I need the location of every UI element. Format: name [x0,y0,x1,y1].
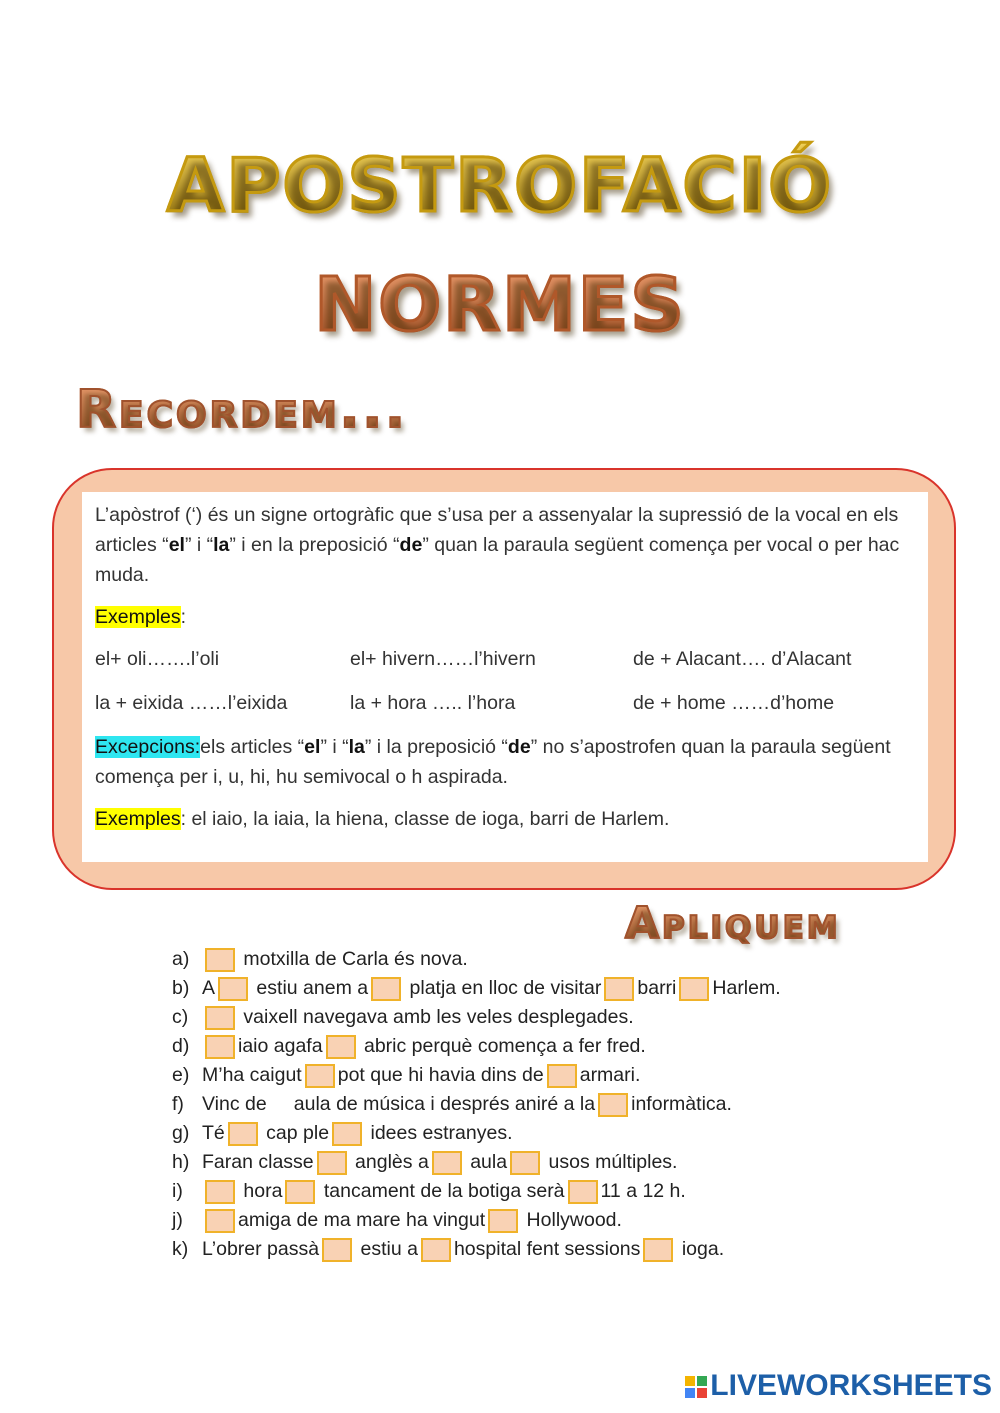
exercise-j [172,1206,892,1235]
excepcions-label: Excepcions: [95,736,201,758]
exercise-text: hora [238,1180,283,1202]
exercise-label: d) [172,1035,190,1057]
exercise-k [172,1235,892,1264]
exercise-text: idees estranyes. [365,1122,513,1144]
example-item: el+ hivern……l’hivern [350,648,536,670]
exercise-d [172,1032,892,1061]
exemples-label: Exemples [95,606,181,628]
exercise-text: anglès a [349,1151,429,1173]
exercise-text: aula [464,1151,508,1173]
exc-text: els articles “ [200,736,305,758]
exercise-text: vaixell navegava amb les veles desplegades. [238,1006,634,1028]
intro-text: ” i “ [184,534,214,556]
excepcions-paragraph [95,732,915,792]
examples-row [95,644,915,674]
answer-blank[interactable] [322,1238,352,1262]
exercise-text: L’obrer passà [202,1238,320,1260]
answer-blank[interactable] [679,977,709,1001]
rules-content [82,492,928,862]
answer-blank[interactable] [568,1180,598,1204]
answer-blank[interactable] [598,1093,628,1117]
exercise-c [172,1003,892,1032]
exercise-text: Té [202,1122,225,1144]
exercise-label: k) [172,1238,189,1260]
answer-blank[interactable] [421,1238,451,1262]
exercise-text: tancament de la botiga serà [318,1180,565,1202]
exercise-list [172,945,892,1264]
exercise-text: barri [637,977,677,999]
section-heading-recordem: Recordem... [76,380,408,440]
exercise-text: A [202,977,216,999]
answer-blank[interactable] [326,1035,356,1059]
exercise-label: e) [172,1064,190,1086]
example-item: la + hora ….. l’hora [350,692,516,714]
exercise-text: Hollywood. [521,1209,622,1231]
answer-blank[interactable] [432,1151,462,1175]
exercise-text: usos múltiples. [543,1151,678,1173]
exercise-a [172,945,892,974]
answer-blank[interactable] [205,1006,235,1030]
answer-blank[interactable] [371,977,401,1001]
exercise-text: iaio agafa [238,1035,323,1057]
answer-blank[interactable] [604,977,634,1001]
exercise-label: g) [172,1122,190,1144]
exercise-text: M’ha caigut [202,1064,302,1086]
exercise-text: pot que hi havia dins de [337,1064,544,1086]
intro-bold: el [168,534,185,556]
exc-text: ” i la preposició “ [364,736,508,758]
exercise-text: estiu anem a [251,977,369,999]
exc-bold: el [304,736,321,758]
exercise-label: j) [172,1209,183,1231]
answer-blank[interactable] [305,1064,335,1088]
exercise-text: estiu a [355,1238,418,1260]
exercise-text: hospital fent sessions [453,1238,641,1260]
exercise-label: b) [172,977,190,999]
exc-text: ” no s’apostrofen quan la paraula següent comença per i, u, hi, hu semivocal o h aspirada. [95,736,891,788]
page-title: APOSTROFACIÓ [166,143,834,229]
example-item: el+ oli…….l’oli [95,648,220,670]
exercise-text: cap ple [260,1122,330,1144]
intro-text: ” i en la preposició “ [229,534,400,556]
answer-blank[interactable] [228,1122,258,1146]
answer-blank[interactable] [205,1180,235,1204]
exercise-text: platja en lloc de visitar [404,977,602,999]
example-item: la + eixida ……l’eixida [95,692,288,714]
exercise-text: amiga de ma mare ha vingut [238,1209,486,1231]
exercise-label: i) [172,1180,183,1202]
colon: : [180,808,187,830]
exc-text: ” i “ [320,736,349,758]
answer-blank[interactable] [488,1209,518,1233]
exemples2-text: el iaio, la iaia, la hiena, classe de ioga, barri de Harlem. [186,808,670,830]
answer-blank[interactable] [205,948,235,972]
exc-bold: la [348,736,365,758]
answer-blank[interactable] [332,1122,362,1146]
logo-text: LIVEWORKSHEETS [710,1369,992,1402]
exemples-heading [95,602,915,632]
exercise-text: Vinc de aula de música i després aniré a la [202,1093,596,1115]
answer-blank[interactable] [205,1035,235,1059]
intro-bold: de [399,534,423,556]
answer-blank[interactable] [218,977,248,1001]
intro-text: L’apòstrof (‘) és un signe ortogràfic que s’usa per a assenyalar la supressió de la vocal en els articles “ [95,504,899,556]
example-item: de + home ……d’home [633,692,835,714]
exercise-label: f) [172,1093,184,1115]
exercise-text: Harlem. [712,977,781,999]
answer-blank[interactable] [317,1151,347,1175]
exercise-label: a) [172,948,190,970]
examples-row [95,688,915,718]
exc-bold: de [507,736,531,758]
intro-bold: la [213,534,230,556]
exercise-b [172,974,892,1003]
exercise-text: motxilla de Carla és nova. [238,948,468,970]
exercise-g [172,1119,892,1148]
exercise-e [172,1061,892,1090]
section-heading-apliquem: Apliquem [625,898,841,949]
exercise-text: abric perquè comença a fer fred. [358,1035,646,1057]
answer-blank[interactable] [510,1151,540,1175]
answer-blank[interactable] [285,1180,315,1204]
exercise-text: Faran classe [202,1151,314,1173]
page-subtitle: NORMES [314,262,686,348]
liveworksheets-logo [685,1369,992,1403]
answer-blank[interactable] [547,1064,577,1088]
colon: : [180,606,187,628]
exemples-label: Exemples [95,808,181,830]
exercise-text: informàtica. [631,1093,732,1115]
liveworksheets-icon [685,1376,707,1398]
exercise-i [172,1177,892,1206]
exercise-label: c) [172,1006,189,1028]
exercise-label: h) [172,1151,190,1173]
intro-paragraph [95,500,915,590]
exemples2-line [95,804,915,834]
intro-text: ” quan la paraula següent comença per vocal o per hac muda. [95,534,900,586]
exercise-text: armari. [579,1064,641,1086]
exercise-h [172,1148,892,1177]
exercise-f [172,1090,892,1119]
example-item: de + Alacant…. d’Alacant [633,648,852,670]
answer-blank[interactable] [643,1238,673,1262]
exercise-text: 11 a 12 h. [600,1180,686,1202]
exercise-text: ioga. [676,1238,725,1260]
answer-blank[interactable] [205,1209,235,1233]
